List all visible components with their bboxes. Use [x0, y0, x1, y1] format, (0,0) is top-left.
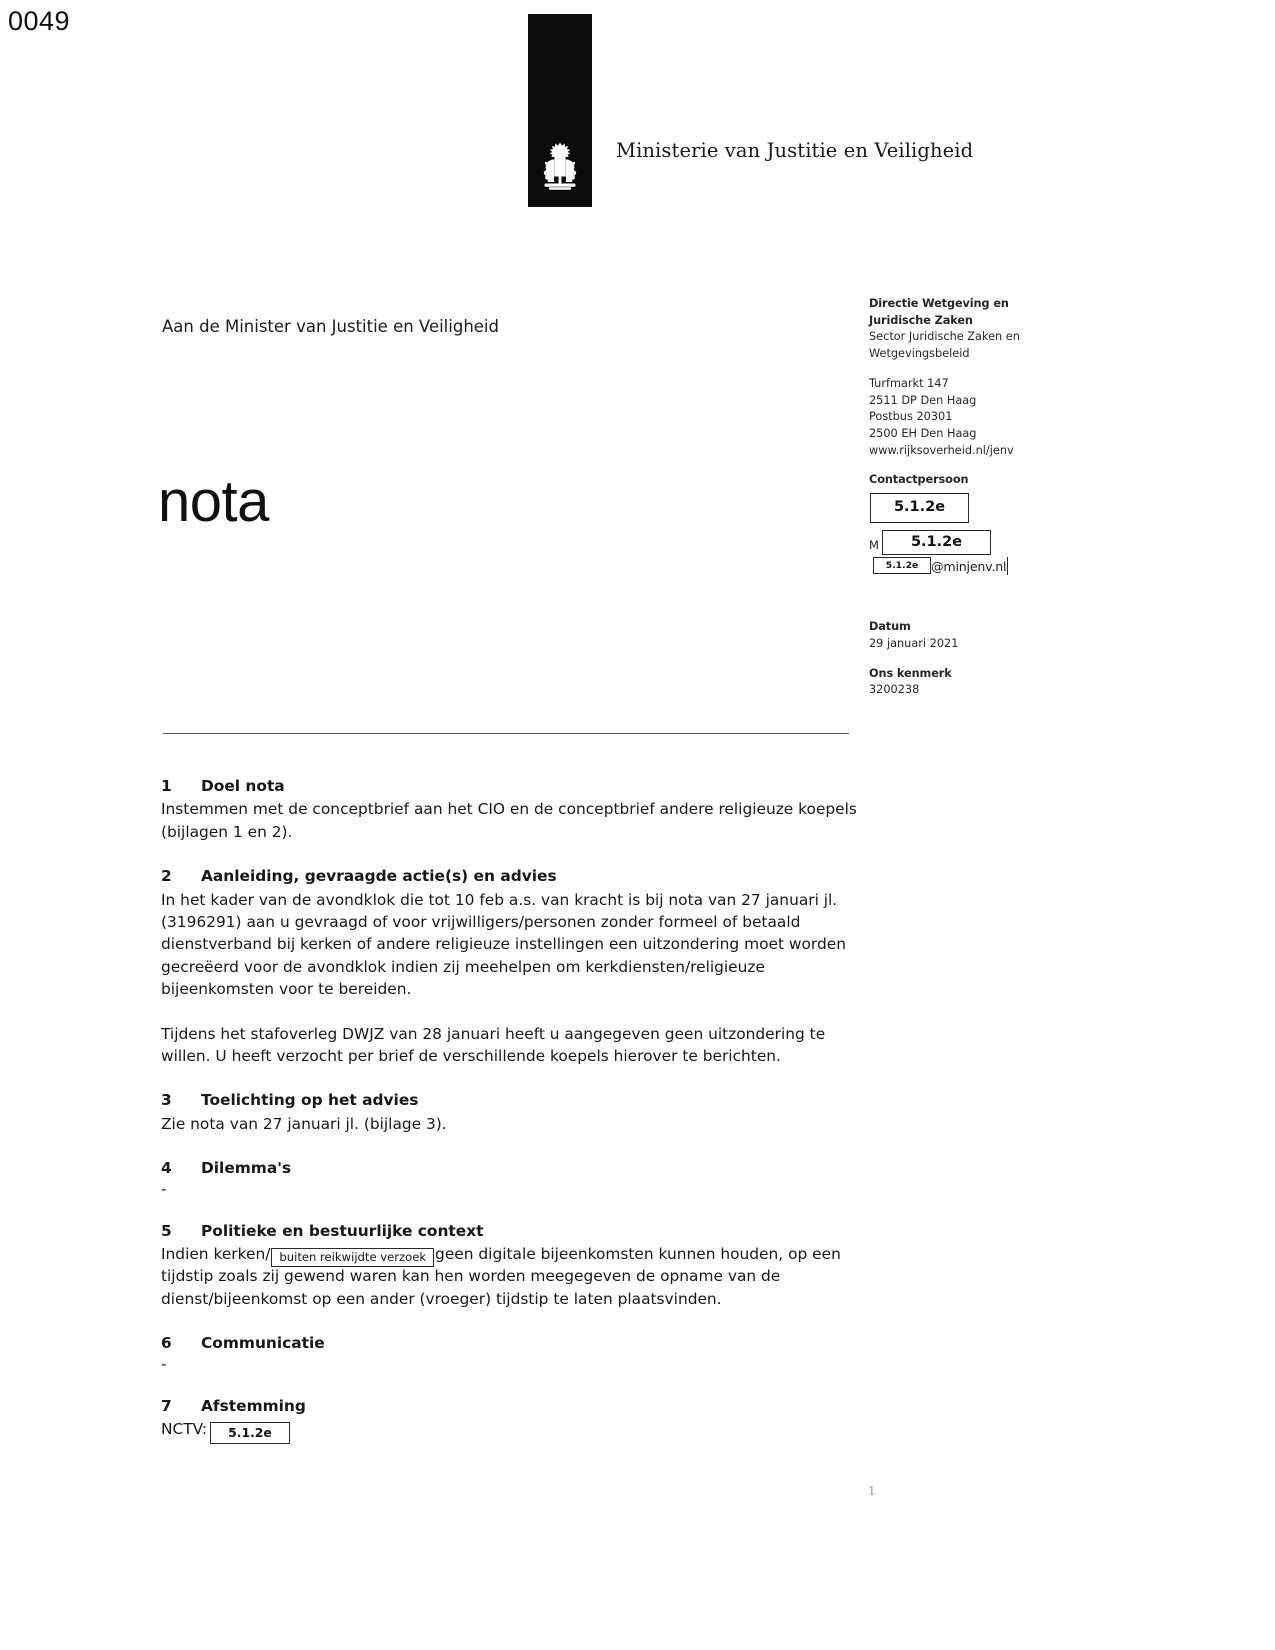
email-row	[869, 557, 1069, 577]
page-number: 1	[868, 1484, 876, 1498]
section-7	[161, 1395, 861, 1441]
section-4-body: -	[161, 1179, 167, 1198]
section-5-title: Politieke en bestuurlijke context	[201, 1221, 484, 1240]
sector-line-1: Sector Juridische Zaken en	[869, 330, 1020, 344]
letterhead-meta-column	[869, 296, 1069, 699]
section-2-number: 2	[161, 867, 172, 886]
section-7-label: NCTV:	[161, 1420, 208, 1438]
section-7-redaction-box: 5.1.2e	[210, 1422, 290, 1444]
section-5-redaction-box: buiten reikwijdte verzoek	[271, 1248, 434, 1267]
spacer	[161, 1067, 861, 1089]
section-7-number: 7	[161, 1396, 172, 1415]
section-5-text-before: Indien kerken/	[161, 1245, 271, 1264]
address-block	[869, 376, 1069, 460]
spacer	[161, 1373, 861, 1395]
address-line-4: 2500 EH Den Haag	[869, 427, 977, 441]
section-7-body	[161, 1418, 861, 1441]
header-divider	[163, 733, 849, 734]
section-5-number: 5	[161, 1221, 172, 1240]
scan-page-identifier: 0049	[8, 6, 71, 36]
section-2-heading	[161, 865, 861, 887]
email-redaction-box: 5.1.2e	[873, 557, 931, 574]
address-line-2: 2511 DP Den Haag	[869, 393, 977, 407]
section-7-title: Afstemming	[201, 1396, 306, 1415]
website-line: www.rijksoverheid.nl/jenv	[869, 443, 1014, 457]
ministry-logo-bar	[528, 14, 592, 207]
mobile-redaction-box: 5.1.2e	[882, 530, 991, 555]
spacer	[161, 1001, 861, 1023]
section-4-number: 4	[161, 1159, 172, 1178]
contact-redaction-box: 5.1.2e	[870, 493, 969, 523]
section-5-text-after: geen digitale bijeenkomsten kunnen houden, op een tijdstip zoals zij gewend waren kan hen worden meegegeven de opname van de dienst/bijeenkomst op een ander (vroeger) tijdstip te laten plaatsvinden.	[161, 1245, 841, 1308]
section-6-body: -	[161, 1354, 167, 1373]
email-domain: @minjenv.nl	[931, 558, 1006, 577]
section-2-title: Aanleiding, gevraagde actie(s) en advies	[201, 867, 557, 886]
spacer	[161, 1310, 861, 1332]
section-1-heading	[161, 775, 861, 797]
reference-block	[869, 666, 1069, 699]
section-7-heading	[161, 1395, 861, 1417]
mobile-row	[869, 530, 1069, 556]
section-3-body: Zie nota van 27 januari jl. (bijlage 3).	[161, 1114, 447, 1133]
section-1-body: Instemmen met de conceptbrief aan het CIO en de conceptbrief andere religieuze koepels (bijlagen 1 en 2).	[161, 800, 857, 841]
contact-label: Contactpersoon	[869, 473, 969, 487]
reference-value: 3200238	[869, 683, 920, 697]
mobile-label: M	[869, 538, 879, 553]
section-4-heading	[161, 1157, 861, 1179]
spacer	[161, 1135, 861, 1157]
section-3	[161, 1089, 861, 1135]
section-1	[161, 775, 861, 843]
addressee-line: Aan de Minister van Justitie en Veiligheid	[162, 317, 499, 336]
spacer	[161, 843, 861, 865]
section-3-title: Toelichting op het advies	[201, 1091, 419, 1110]
section-5	[161, 1220, 861, 1311]
section-4-title: Dilemma's	[201, 1159, 292, 1178]
section-6-heading	[161, 1332, 861, 1354]
department-line-1: Directie Wetgeving en	[869, 297, 1009, 310]
section-2-paragraph-2: Tijdens het stafoverleg DWJZ van 28 januari heeft u aangegeven geen uitzondering te willen. U heeft verzocht per brief de verschillende koepels hierover te berichten.	[161, 1024, 826, 1066]
ministry-name: Ministerie van Justitie en Veiligheid	[616, 139, 974, 162]
date-label: Datum	[869, 620, 911, 634]
section-6-number: 6	[161, 1334, 172, 1353]
date-block	[869, 619, 1069, 652]
department-line-2: Juridische Zaken	[869, 313, 973, 327]
section-2-paragraph-1: In het kader van de avondklok die tot 10 feb a.s. van kracht is bij nota van 27 januari jl. (3196291) aan u gevraagd of voor vrijwilligers/personen zonder formeel of betaald dienstverband bij kerken of andere religieuze instellingen een uitzondering moet worden gecreëerd voor de avondklok indien zij meehelpen om kerkdiensten/religieuze bijeenkomsten voor te bereiden.	[161, 890, 846, 999]
section-6	[161, 1332, 861, 1372]
address-line-3: Postbus 20301	[869, 410, 953, 424]
dutch-coat-of-arms-icon	[537, 141, 583, 193]
section-3-number: 3	[161, 1091, 172, 1110]
section-6-title: Communicatie	[201, 1334, 325, 1353]
document-body	[161, 775, 861, 1441]
contact-block	[869, 472, 1069, 577]
section-1-number: 1	[161, 777, 172, 795]
section-2	[161, 865, 861, 1067]
section-5-heading	[161, 1220, 861, 1242]
department-block	[869, 296, 1069, 363]
address-line-1: Turfmarkt 147	[869, 376, 949, 390]
reference-label: Ons kenmerk	[869, 666, 952, 680]
section-1-title: Doel nota	[201, 777, 285, 795]
section-4	[161, 1157, 861, 1197]
sector-line-2: Wetgevingsbeleid	[869, 347, 970, 361]
document-title: nota	[158, 469, 269, 534]
section-5-body	[161, 1243, 861, 1310]
date-value: 29 januari 2021	[869, 636, 959, 650]
section-3-heading	[161, 1089, 861, 1111]
spacer	[161, 1198, 861, 1220]
